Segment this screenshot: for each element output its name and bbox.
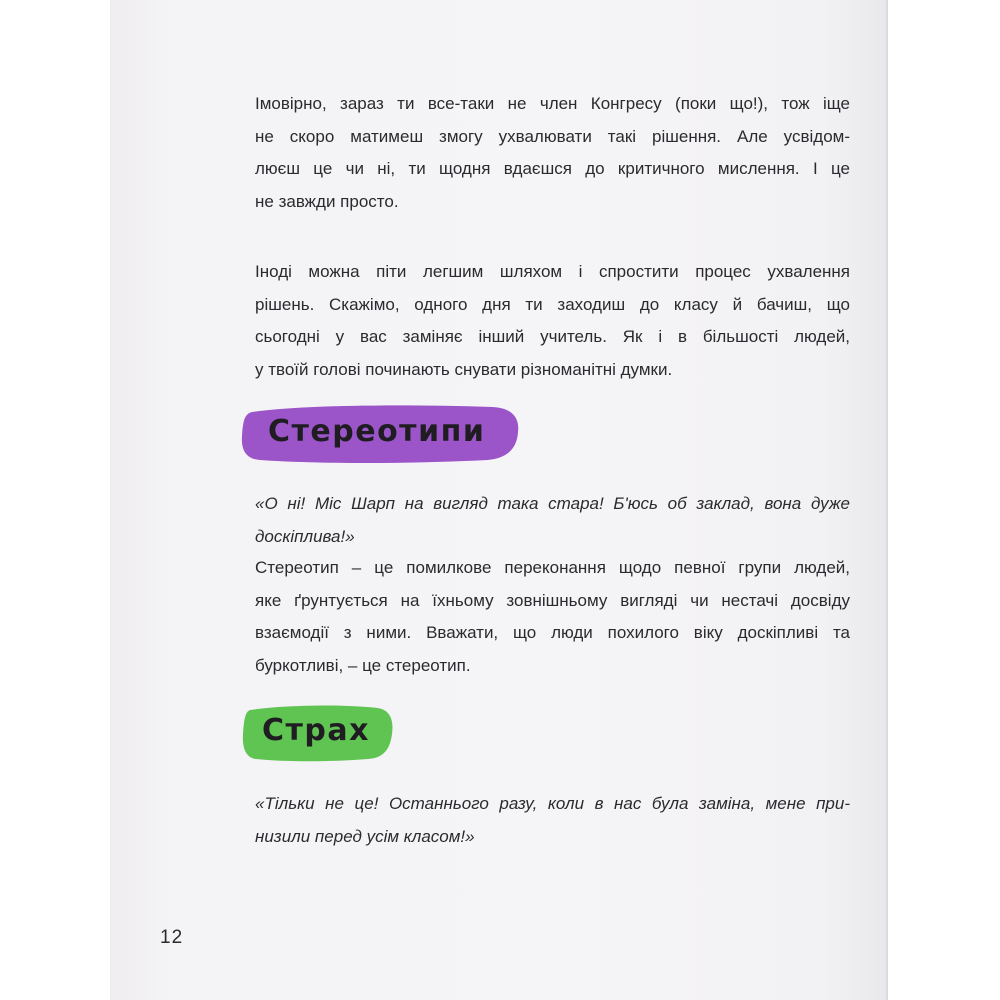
text-line: Стереотип – це помилкове переконання щодо певної групи людей,: [255, 558, 850, 577]
text-line: буркотливі, – це стереотип.: [255, 655, 471, 675]
quote-line: «О ні! Міс Шарп на вигляд така стара! Б'юсь об заклад, вона дуже: [255, 494, 850, 513]
paragraph-intro: [255, 88, 850, 218]
text-line: взаємодії з ними. Вважати, що люди похилого віку доскіпливі та: [255, 623, 850, 642]
text-line: Імовірно, зараз ти все-таки не член Конгресу (поки що!), тож іще: [255, 94, 850, 113]
quote-line: доскіплива!»: [255, 526, 355, 546]
text-line: рішень. Скажімо, одного дня ти заходиш до класу й бачиш, що: [255, 294, 850, 314]
heading-fear-text: Страх: [262, 713, 370, 748]
paragraph-stereotype-definition: [255, 552, 850, 682]
paragraph-decisions: [255, 256, 850, 386]
heading-stereotypes: [238, 402, 523, 466]
text-line: не завжди просто.: [255, 191, 399, 211]
text-line: яке ґрунтується на їхньому зовнішньому вигляді чи нестачі досвіду: [255, 590, 850, 610]
heading-stereotypes-text: Стереотипи: [268, 414, 486, 449]
text-line: люєш це чи ні, ти щодня вдаєшся до критичного мислення. І це: [255, 159, 850, 178]
text-line: у твоїй голові починають снувати різноманітні думки.: [255, 359, 673, 379]
text-line: Іноді можна піти легшим шляхом і спростити процес ухвалення: [255, 262, 850, 281]
quote-line: «Тільки не це! Останнього разу, коли в нас була заміна, мене при-: [255, 794, 850, 813]
page-edge: [886, 0, 888, 1000]
quote-stereotypes: [255, 488, 850, 553]
quote-fear: [255, 788, 850, 853]
text-line: не скоро матимеш змогу ухвалювати такі рішення. Але усвідом-: [255, 126, 850, 146]
quote-line: низили перед усім класом!»: [255, 826, 475, 846]
text-line: сьогодні у вас заміняє інший учитель. Як і в більшості людей,: [255, 327, 850, 346]
page-number: 12: [160, 927, 184, 948]
heading-fear: [240, 702, 395, 764]
